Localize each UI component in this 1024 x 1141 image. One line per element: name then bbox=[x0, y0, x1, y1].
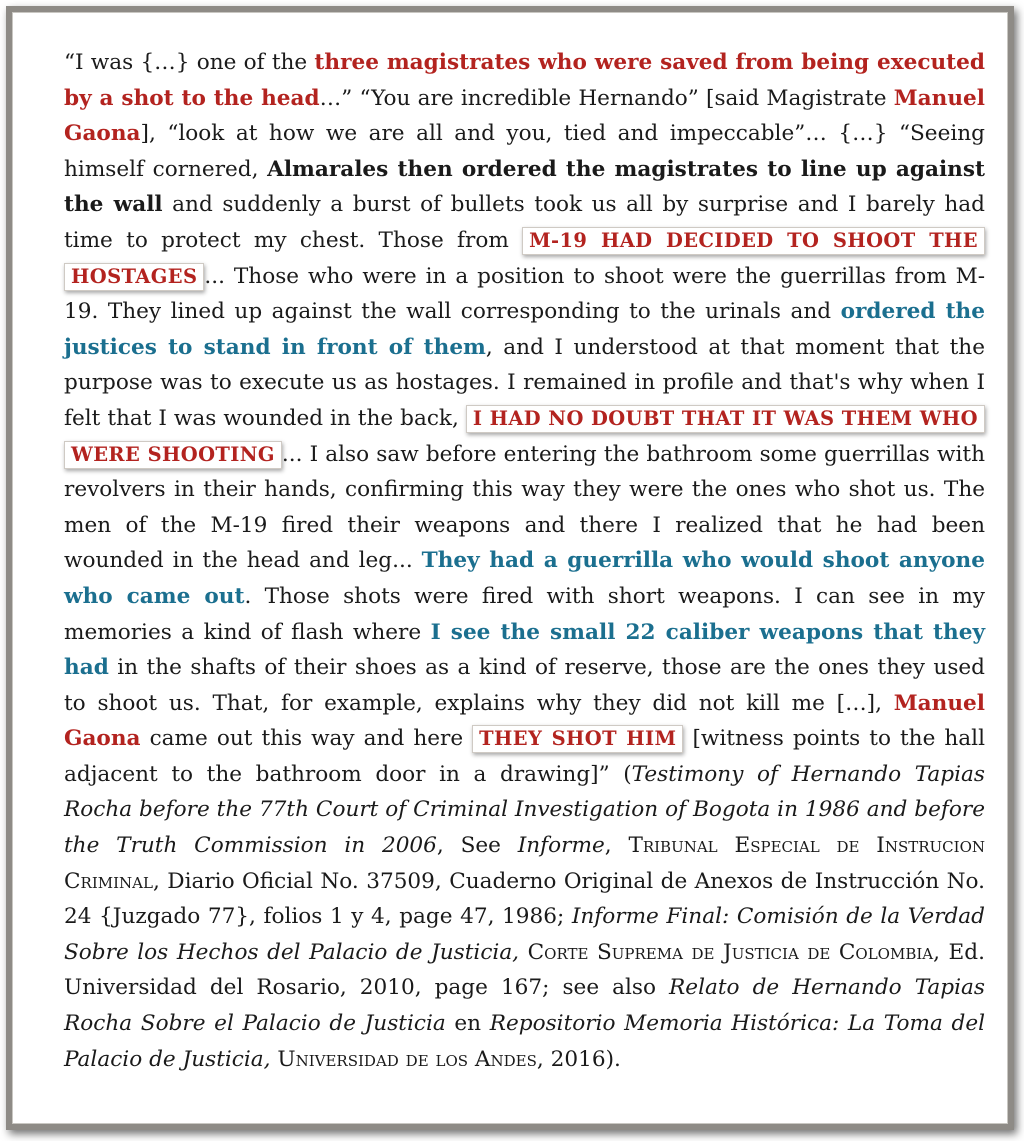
text-segment bbox=[519, 940, 528, 965]
text-segment: [witness points to the hall adjacent to the bathroom door in a drawing]” ( bbox=[64, 726, 985, 787]
name-highlight: Manuel Gaona bbox=[64, 85, 985, 147]
text-segment: in the shafts of their shoes as a kind of reserve, those are the ones they used to shoot us. That, for example, explains why they did not kill me […], bbox=[64, 655, 985, 716]
citation-smallcaps: Tribunal Especial de Instrucion Criminal bbox=[64, 833, 985, 894]
blue-highlight: I see the small 22 caliber weapons that they had bbox=[64, 619, 985, 681]
text-segment: …” “You are incredible Hernando” [said Magistrate bbox=[319, 85, 894, 111]
text-segment: , 2016). bbox=[536, 1046, 621, 1072]
citation-italic: Informe bbox=[517, 833, 605, 859]
text-segment: , Diario Oficial No. 37509, Cuaderno Original de Anexos de Instrucción No. 24 {Juzgado 77}, folios 1 y 4, page 47, 1986; bbox=[64, 868, 985, 930]
text-segment: came out this way and here bbox=[140, 726, 473, 752]
citation-italic: Relato de Hernando Tapias Rocha Sobre el Palacio de Justicia bbox=[64, 975, 985, 1037]
text-segment: ], “look at how we are all and you, tied and impeccable”… {…} “Seeing himself cornered, bbox=[64, 121, 985, 182]
red-highlight: three magistrates who were saved from being executed by a shot to the head bbox=[64, 50, 985, 111]
bold-highlight: Almarales then ordered the magistrates to line up against the wall bbox=[64, 156, 985, 218]
text-segment: . Those shots were fired with short weapons. I can see in my memories a kind of flash where bbox=[64, 583, 986, 645]
citation-smallcaps: Universidad de los Andes bbox=[277, 1046, 537, 1072]
text-segment: , Ed. Universidad del Rosario, 2010, page 167; see also bbox=[64, 939, 985, 1001]
text-segment: , bbox=[604, 833, 629, 859]
text-segment: , See bbox=[436, 833, 518, 859]
text-segment: ... Those who were in a position to shoot were the guerrillas from M-19. They lined up against the wall corresponding to the urinals and bbox=[64, 263, 985, 325]
testimony-quote bbox=[64, 45, 985, 1077]
citation-italic: Informe Final: Comisión de la Verdad Sobre los Hechos del Palacio de Justicia, bbox=[64, 904, 985, 965]
citation-italic: Testimony of Hernando Tapias Rocha before the 77th Court of Criminal Investigation of Bogota in 1986 and before the Truth Commission in 2006 bbox=[64, 761, 985, 859]
citation-italic: Repositorio Memoria Histórica: La Toma del Palacio de Justicia, bbox=[64, 1011, 985, 1072]
text-segment: “I was {…} one of the bbox=[64, 50, 315, 75]
citation-smallcaps: Corte Suprema de Justicia de Colombia bbox=[527, 939, 934, 965]
blue-highlight: They had a guerrilla who would shoot anyone who came out bbox=[64, 548, 985, 609]
boxed-callout: M-19 HAD DECIDED TO SHOOT THE HOSTAGES bbox=[64, 227, 985, 291]
boxed-callout: I HAD NO DOUBT THAT IT WAS THEM WHO WERE SHOOTING bbox=[64, 405, 985, 469]
text-segment: and suddenly a burst of bullets took us all by surprise and I barely had time to protect my chest. Those from bbox=[64, 192, 985, 253]
quote-frame bbox=[6, 6, 1014, 1130]
text-segment: , and I understood at that moment that the purpose was to execute us as hostages. I remained in profile and that's why when I felt that I was wounded in the back, bbox=[64, 334, 985, 431]
name-highlight: Manuel Gaona bbox=[64, 690, 985, 752]
text-segment: ... I also saw before entering the bathroom some guerrillas with revolvers in their hands, confirming this way they were the ones who shot us. The men of the M-19 fired their weapons and there I realized that he had been wounded in the head and leg... bbox=[64, 441, 985, 574]
boxed-callout: THEY SHOT HIM bbox=[472, 725, 683, 753]
text-segment: en bbox=[445, 1011, 490, 1037]
blue-highlight: ordered the justices to stand in front of them bbox=[64, 299, 985, 360]
